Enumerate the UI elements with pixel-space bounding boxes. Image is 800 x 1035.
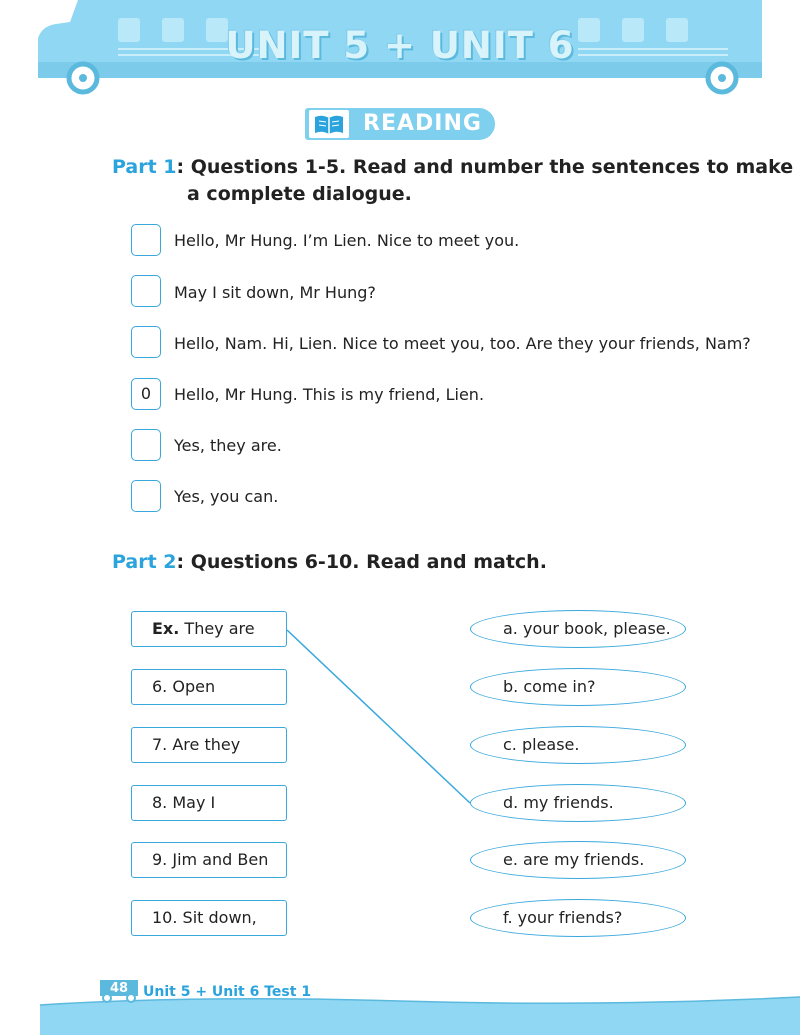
dialogue-sentence: Hello, Nam. Hi, Lien. Nice to meet you, too. Are they your friends, Nam? xyxy=(174,334,751,353)
dialogue-sentence: Yes, they are. xyxy=(174,436,282,455)
example-answer-box: 0 xyxy=(131,378,161,410)
match-left-text: 7. Are they xyxy=(152,735,241,754)
match-left-item[interactable] xyxy=(131,900,287,936)
page-number: 48 xyxy=(110,981,129,996)
part1-instruction-line2: a complete dialogue. xyxy=(187,183,412,205)
match-left-text: They are xyxy=(179,619,255,638)
part1-instruction-line1: : Questions 1-5. Read and number the sentences to make xyxy=(176,156,794,178)
part1-label: Part 1 xyxy=(112,156,177,178)
match-left-example xyxy=(131,611,287,647)
match-right-item[interactable]: c. please. xyxy=(470,726,686,764)
unit-title: UNIT 5 + UNIT 6 xyxy=(225,24,575,67)
dialogue-sentence: Hello, Mr Hung. This is my friend, Lien. xyxy=(174,385,485,404)
match-left-text: 6. Open xyxy=(152,677,216,696)
dialogue-sentence: Hello, Mr Hung. I’m Lien. Nice to meet you. xyxy=(174,231,520,250)
part2-label: Part 2 xyxy=(112,551,177,573)
match-left-text: 8. May I xyxy=(152,793,216,812)
part2-instruction-text: : Questions 6-10. Read and match. xyxy=(176,551,547,573)
dialogue-sentence: May I sit down, Mr Hung? xyxy=(174,283,376,302)
example-prefix: Ex. xyxy=(152,619,180,638)
match-right-item[interactable]: f. your friends? xyxy=(470,899,686,937)
match-right-item[interactable]: e. are my friends. xyxy=(470,841,686,879)
match-left-item[interactable] xyxy=(131,727,287,763)
match-left-item[interactable] xyxy=(131,785,287,821)
match-left-item[interactable] xyxy=(131,842,287,878)
match-right-item[interactable]: b. come in? xyxy=(470,668,686,706)
section-title: READING xyxy=(363,111,482,136)
dialogue-sentence: Yes, you can. xyxy=(174,487,279,506)
match-right-item[interactable]: d. my friends. xyxy=(470,784,686,822)
match-left-item[interactable] xyxy=(131,669,287,705)
match-left-text: 10. Sit down, xyxy=(152,908,257,927)
match-right-item[interactable]: a. your book, please. xyxy=(470,610,686,648)
footer-test-title: Unit 5 + Unit 6 Test 1 xyxy=(143,984,312,1000)
match-left-text: 9. Jim and Ben xyxy=(152,850,269,869)
